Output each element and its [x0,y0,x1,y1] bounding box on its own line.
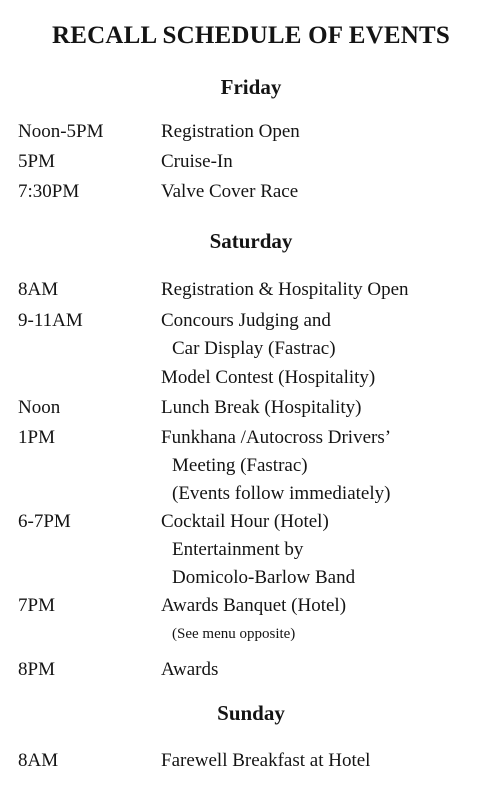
event-line: Awards Banquet (Hotel) [161,595,347,616]
event-line: Car Display (Fastrac) [172,338,336,359]
event-line: Concours Judging and [161,310,331,331]
event-description [161,656,218,684]
event-time: 6-7PM [18,511,71,532]
event-time: 9-11AM [18,310,83,331]
event-description [161,424,391,508]
event-description [161,394,362,422]
event-description [161,508,355,592]
event-time: 7PM [18,595,55,616]
event-description [161,592,346,648]
event-time: 5PM [18,151,55,172]
event-description [161,364,375,392]
event-line: Entertainment by [172,539,304,560]
event-description [161,148,233,176]
event-line: Lunch Break (Hospitality) [161,397,362,418]
event-time: 1PM [18,427,55,448]
event-time: 7:30PM [18,181,80,202]
day-heading-sunday: Sunday [217,701,285,725]
day-heading-friday: Friday [220,75,282,99]
event-line: Registration Open [161,121,300,142]
event-time: 8PM [18,659,55,680]
page-title: RECALL SCHEDULE OF EVENTS [52,22,450,49]
event-line: Farewell Breakfast at Hotel [161,750,371,771]
event-line: Registration & Hospitality Open [161,279,409,300]
event-line: Awards [161,659,219,680]
event-description [161,178,298,206]
event-description [161,307,336,363]
event-time: 8AM [18,750,59,771]
event-description [161,747,370,775]
event-line: Funkhana /Autocross Drivers’ [161,427,392,448]
event-description [161,276,409,304]
event-line: Cocktail Hour (Hotel) [161,511,329,532]
event-line: (Events follow immediately) [172,483,391,504]
event-line: Meeting (Fastrac) [172,455,308,476]
event-line: Domicolo-Barlow Band [172,567,356,588]
event-line: Cruise-In [161,151,233,172]
day-heading-saturday: Saturday [209,229,293,253]
event-line: Model Contest (Hospitality) [161,367,376,388]
event-time: 8AM [18,279,59,300]
event-time: Noon [18,397,61,418]
event-time: Noon-5PM [18,121,104,142]
event-line: Valve Cover Race [161,181,299,202]
event-description [161,118,300,146]
event-note: (See menu opposite) [172,626,296,642]
